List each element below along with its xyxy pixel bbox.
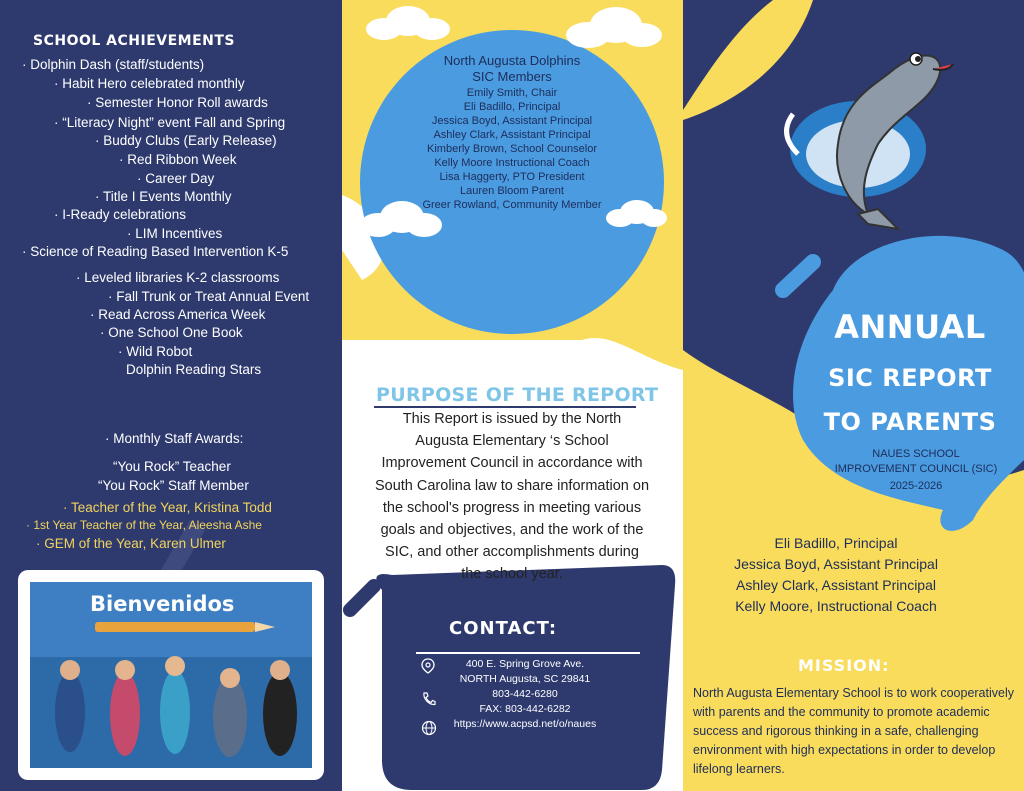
- cover-title-parents: TO PARENTS: [823, 408, 997, 436]
- purpose-line: the school's progress in meeting various: [382, 499, 642, 516]
- achievement-item: · Red Ribbon Week: [119, 152, 237, 167]
- achievement-item: · Fall Trunk or Treat Annual Event: [108, 289, 310, 304]
- sic-member: Lauren Bloom Parent: [460, 185, 564, 197]
- contact-title: CONTACT:: [449, 618, 558, 639]
- achievement-item: · One School One Book: [100, 325, 243, 340]
- achievement-item: · Habit Hero celebrated monthly: [54, 76, 245, 91]
- sic-member: Kimberly Brown, School Counselor: [427, 143, 597, 155]
- cover-title-sic: SIC REPORT: [828, 364, 992, 392]
- sic-member: Kelly Moore Instructional Coach: [434, 157, 590, 169]
- sic-subtitle: SIC Members: [472, 69, 552, 84]
- purpose-line: Improvement Council in accordance with: [381, 455, 643, 472]
- admin-name: Ashley Clark, Assistant Principal: [736, 577, 936, 593]
- achievement-item: · Semester Honor Roll awards: [87, 95, 268, 110]
- sic-member: Ashley Clark, Assistant Principal: [433, 129, 591, 141]
- achievement-item: · LIM Incentives: [127, 226, 223, 241]
- contact-fax: FAX: 803-442-6282: [479, 703, 571, 715]
- contact-city: NORTH Augusta, SC 29841: [459, 673, 591, 685]
- achievements-title: SCHOOL ACHIEVEMENTS: [33, 33, 236, 49]
- cover-title-annual: ANNUAL: [834, 308, 986, 346]
- achievement-item: · I-Ready celebrations: [54, 207, 187, 222]
- purpose-text: [362, 408, 662, 586]
- dolphin-illustration: [738, 4, 958, 239]
- admin-name: Eli Badillo, Principal: [774, 535, 898, 551]
- sic-member: Eli Badillo, Principal: [463, 101, 561, 113]
- achievement-item: · Buddy Clubs (Early Release): [95, 133, 277, 148]
- achievement-item: Dolphin Reading Stars: [126, 362, 262, 377]
- achievement-item: · Leveled libraries K-2 classrooms: [76, 270, 280, 285]
- purpose-line: the school year.: [461, 566, 563, 583]
- contact-address: 400 E. Spring Grove Ave.: [465, 658, 585, 670]
- bienvenidos-sign: Bienvenidos: [90, 592, 235, 616]
- purpose-line: goals and objectives, and the work of the: [380, 522, 644, 539]
- purpose-line: South Carolina law to share information on: [374, 477, 650, 494]
- staff-award-item: “You Rock” Teacher: [113, 459, 231, 474]
- contact-website[interactable]: https://www.acpsd.net/o/naues: [453, 718, 597, 730]
- purpose-title: PURPOSE OF THE REPORT: [376, 384, 659, 406]
- purpose-line: SIC, and other accomplishments during: [385, 544, 639, 561]
- achievement-item: · “Literacy Night” event Fall and Spring: [54, 115, 286, 130]
- admin-name: Kelly Moore, Instructional Coach: [735, 598, 937, 614]
- purpose-line: Augusta Elementary ‘s School: [415, 433, 609, 450]
- mission-text: North Augusta Elementary School is to work cooperatively with parents and the community to promote academic success and rigorous thinking in a safe, challenging environment with high expectations in order to develop lifelong learners.: [693, 686, 1014, 776]
- location-icon: [421, 658, 435, 679]
- cover-subtitle: IMPROVEMENT COUNCIL (SIC): [834, 463, 998, 475]
- honor-item: · 1st Year Teacher of the Year, Aleesha Ashe: [26, 518, 262, 532]
- staff-photo: [30, 582, 312, 768]
- staff-awards-heading: · Monthly Staff Awards:: [105, 431, 244, 446]
- achievement-item: · Science of Reading Based Intervention K-5: [22, 244, 289, 259]
- staff-award-item: “You Rock” Staff Member: [98, 478, 249, 493]
- sic-member: Jessica Boyd, Assistant Principal: [431, 115, 593, 127]
- sic-member: Greer Rowland, Community Member: [422, 199, 602, 211]
- sic-member: Lisa Haggerty, PTO President: [439, 171, 585, 183]
- admin-name: Jessica Boyd, Assistant Principal: [734, 556, 938, 572]
- achievement-item: · Career Day: [137, 171, 215, 186]
- phone-icon: [421, 691, 437, 712]
- honor-item: · Teacher of the Year, Kristina Todd: [63, 500, 272, 515]
- cover-year: 2025-2026: [889, 480, 943, 492]
- sic-title: North Augusta Dolphins: [443, 53, 581, 68]
- achievement-item: · Dolphin Dash (staff/students): [22, 57, 205, 72]
- achievement-item: · Read Across America Week: [90, 307, 266, 322]
- sic-member: Emily Smith, Chair: [466, 87, 558, 99]
- purpose-line: This Report is issued by the North: [402, 411, 622, 427]
- contact-phone: 803-442-6280: [492, 688, 558, 700]
- cover-subtitle: NAUES SCHOOL: [872, 448, 960, 460]
- cloud-icon: [364, 5, 452, 46]
- achievement-item: · Title I Events Monthly: [95, 189, 232, 204]
- achievement-item: · Wild Robot: [118, 344, 193, 359]
- globe-icon: [421, 720, 437, 741]
- mission-title: MISSION:: [798, 656, 890, 675]
- honor-item: · GEM of the Year, Karen Ulmer: [36, 536, 226, 551]
- cloud-icon: [564, 5, 664, 54]
